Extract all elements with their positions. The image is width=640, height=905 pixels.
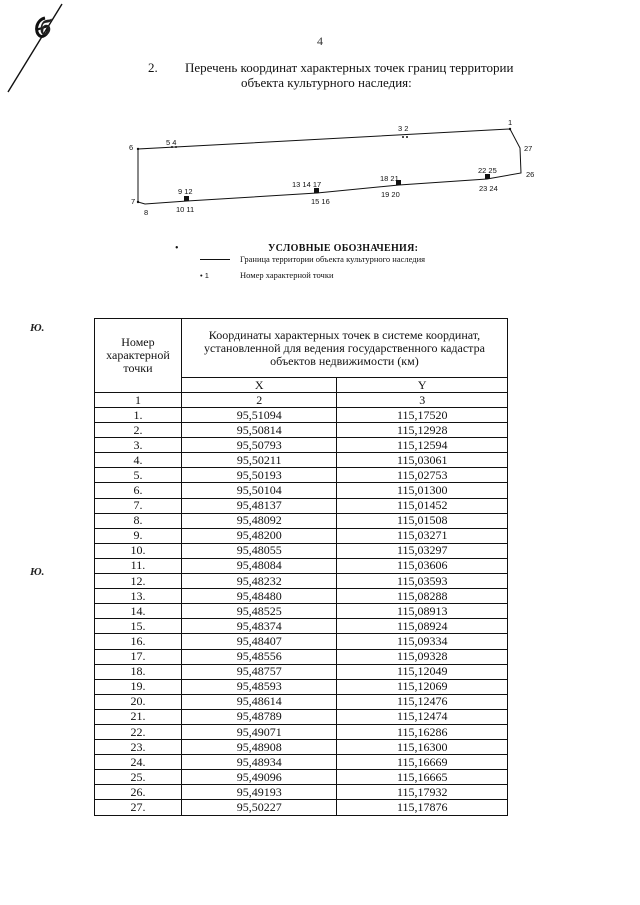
section-number: 2. xyxy=(148,60,158,75)
y-coordinate-cell: 115,12474 xyxy=(337,709,508,724)
y-coordinate-cell: 115,03061 xyxy=(337,453,508,468)
column-number: 3 xyxy=(337,393,508,408)
point-label-8: 8 xyxy=(144,208,149,217)
table-row xyxy=(95,589,508,604)
point-label-22-25: 22 25 xyxy=(478,166,497,175)
table-row xyxy=(95,453,508,468)
table-row xyxy=(95,574,508,589)
legend-title: УСЛОВНЫЕ ОБОЗНАЧЕНИЯ: xyxy=(268,243,419,254)
legend-boundary-item xyxy=(200,254,425,264)
y-coordinate-cell: 115,03271 xyxy=(337,528,508,543)
point-number-cell: 24. xyxy=(95,755,182,770)
y-coordinate-cell: 115,02753 xyxy=(337,468,508,483)
y-coordinate-cell: 115,08913 xyxy=(337,604,508,619)
page-number: 4 xyxy=(317,34,323,48)
table-row xyxy=(95,755,508,770)
x-coordinate-cell: 95,50211 xyxy=(181,453,337,468)
y-coordinate-cell: 115,16665 xyxy=(337,770,508,785)
column-numbers-row xyxy=(95,393,508,408)
point-number-cell: 17. xyxy=(95,649,182,664)
x-coordinate-cell: 95,48934 xyxy=(181,755,337,770)
x-header: X xyxy=(181,378,337,393)
x-coordinate-cell: 95,48757 xyxy=(181,664,337,679)
table-row xyxy=(95,679,508,694)
table-row xyxy=(95,498,508,513)
y-coordinate-cell: 115,12928 xyxy=(337,423,508,438)
point-label-7: 7 xyxy=(131,197,136,206)
point-number-cell: 27. xyxy=(95,800,182,815)
point-label-10-11: 10 11 xyxy=(176,205,195,214)
table-row xyxy=(95,649,508,664)
x-coordinate-cell: 95,48137 xyxy=(181,498,337,513)
table-row xyxy=(95,604,508,619)
point-number-cell: 26. xyxy=(95,785,182,800)
x-coordinate-cell: 95,48407 xyxy=(181,634,337,649)
margin-initials-2: Ю. xyxy=(30,566,45,578)
table-row xyxy=(95,634,508,649)
y-coordinate-cell: 115,17932 xyxy=(337,785,508,800)
point-number-cell: 23. xyxy=(95,740,182,755)
y-coordinate-cell: 115,09334 xyxy=(337,634,508,649)
table-row xyxy=(95,483,508,498)
heading-line-2: объекта культурного наследия: xyxy=(241,75,412,90)
x-coordinate-cell: 95,48055 xyxy=(181,543,337,558)
table-row xyxy=(95,619,508,634)
point-label-26: 26 xyxy=(526,170,535,179)
x-coordinate-cell: 95,50193 xyxy=(181,468,337,483)
x-coordinate-cell: 95,48908 xyxy=(181,740,337,755)
x-coordinate-cell: 95,48789 xyxy=(181,709,337,724)
table-row xyxy=(95,709,508,724)
point-number-cell: 11. xyxy=(95,558,182,573)
boundary-plan xyxy=(0,110,640,230)
x-coordinate-cell: 95,48556 xyxy=(181,649,337,664)
x-coordinate-cell: 95,49071 xyxy=(181,724,337,739)
legend-point-item xyxy=(200,270,334,280)
signature-initial: б xyxy=(40,15,51,40)
point-label-18-21: 18 21 xyxy=(380,174,399,183)
point-number-cell: 4. xyxy=(95,453,182,468)
point-number-cell: 20. xyxy=(95,694,182,709)
y-coordinate-cell: 115,12049 xyxy=(337,664,508,679)
table-row xyxy=(95,513,508,528)
y-coordinate-cell: 115,08924 xyxy=(337,619,508,634)
x-coordinate-cell: 95,48084 xyxy=(181,558,337,573)
point-label-5-4: 5 4 xyxy=(166,138,177,147)
coordinates-header: Координаты характерных точек в системе координат, установленной для ведения государственного кадастра объектов недвижимости (км) xyxy=(181,319,507,378)
point-label-15-16: 15 16 xyxy=(311,197,330,206)
point-number-cell: 15. xyxy=(95,619,182,634)
y-coordinate-cell: 115,12069 xyxy=(337,679,508,694)
point-number-cell: 1. xyxy=(95,408,182,423)
table-row xyxy=(95,800,508,815)
point-number-cell: 10. xyxy=(95,543,182,558)
x-coordinate-cell: 95,49193 xyxy=(181,785,337,800)
y-coordinate-cell: 115,16300 xyxy=(337,740,508,755)
y-coordinate-cell: 115,17520 xyxy=(337,408,508,423)
column-number: 2 xyxy=(181,393,337,408)
heading-line-1: Перечень координат характерных точек границ территории xyxy=(185,60,514,75)
y-coordinate-cell: 115,01508 xyxy=(337,513,508,528)
x-coordinate-cell: 95,48480 xyxy=(181,589,337,604)
x-coordinate-cell: 95,48200 xyxy=(181,528,337,543)
point-number-cell: 12. xyxy=(95,574,182,589)
legend-point-label: Номер характерной точки xyxy=(240,270,334,280)
x-coordinate-cell: 95,48092 xyxy=(181,513,337,528)
point-number-cell: 19. xyxy=(95,679,182,694)
point-number-cell: 2. xyxy=(95,423,182,438)
table-row xyxy=(95,543,508,558)
point-number-cell: 8. xyxy=(95,513,182,528)
x-coordinate-cell: 95,51094 xyxy=(181,408,337,423)
point-number-header: Номер характерной точки xyxy=(95,319,182,393)
table-row xyxy=(95,558,508,573)
y-coordinate-cell: 115,03606 xyxy=(337,558,508,573)
point-number-cell: 16. xyxy=(95,634,182,649)
point-number-cell: 25. xyxy=(95,770,182,785)
point-label-13-14-17: 13 14 17 xyxy=(292,180,322,189)
point-number-cell: 14. xyxy=(95,604,182,619)
x-coordinate-cell: 95,48593 xyxy=(181,679,337,694)
table-row xyxy=(95,724,508,739)
table-row xyxy=(95,438,508,453)
point-label-3-2: 3 2 xyxy=(398,124,409,133)
y-coordinate-cell: 115,09328 xyxy=(337,649,508,664)
x-coordinate-cell: 95,48525 xyxy=(181,604,337,619)
y-coordinate-cell: 115,08288 xyxy=(337,589,508,604)
x-coordinate-cell: 95,50227 xyxy=(181,800,337,815)
point-number-cell: 7. xyxy=(95,498,182,513)
y-coordinate-cell: 115,03593 xyxy=(337,574,508,589)
point-label-23-24: 23 24 xyxy=(479,184,498,193)
margin-initials-1: Ю. xyxy=(30,322,45,334)
y-coordinate-cell: 115,16669 xyxy=(337,755,508,770)
table-row xyxy=(95,468,508,483)
legend-boundary-label: Граница территории объекта культурного наследия xyxy=(240,254,426,264)
x-coordinate-cell: 95,48614 xyxy=(181,694,337,709)
x-coordinate-cell: 95,48232 xyxy=(181,574,337,589)
table-row xyxy=(95,770,508,785)
point-number-cell: 6. xyxy=(95,483,182,498)
x-coordinate-cell: 95,50814 xyxy=(181,423,337,438)
table-row xyxy=(95,528,508,543)
x-coordinate-cell: 95,49096 xyxy=(181,770,337,785)
point-label-27: 27 xyxy=(524,144,533,153)
territory-boundary xyxy=(138,129,521,204)
x-coordinate-cell: 95,48374 xyxy=(181,619,337,634)
y-header: Y xyxy=(337,378,508,393)
table-row xyxy=(95,408,508,423)
point-number-cell: 5. xyxy=(95,468,182,483)
point-label-9-12: 9 12 xyxy=(178,187,193,196)
column-number: 1 xyxy=(95,393,182,408)
point-symbol: • 1 xyxy=(200,270,209,280)
coordinates-table xyxy=(94,318,508,816)
boundary-line-symbol xyxy=(200,259,230,260)
table-row xyxy=(95,664,508,679)
y-coordinate-cell: 115,03297 xyxy=(337,543,508,558)
y-coordinate-cell: 115,12594 xyxy=(337,438,508,453)
table-row xyxy=(95,785,508,800)
point-label-19-20: 19 20 xyxy=(381,190,400,199)
point-number-cell: 3. xyxy=(95,438,182,453)
point-number-cell: 13. xyxy=(95,589,182,604)
y-coordinate-cell: 115,01452 xyxy=(337,498,508,513)
x-coordinate-cell: 95,50793 xyxy=(181,438,337,453)
table-row xyxy=(95,694,508,709)
point-number-cell: 21. xyxy=(95,709,182,724)
point-number-cell: 9. xyxy=(95,528,182,543)
x-coordinate-cell: 95,50104 xyxy=(181,483,337,498)
point-label-1: 1 xyxy=(508,118,513,127)
y-coordinate-cell: 115,12476 xyxy=(337,694,508,709)
legend-bullet: • xyxy=(175,243,179,254)
y-coordinate-cell: 115,16286 xyxy=(337,724,508,739)
point-label-6: 6 xyxy=(129,143,134,152)
table-row xyxy=(95,740,508,755)
y-coordinate-cell: 115,01300 xyxy=(337,483,508,498)
section-heading xyxy=(185,60,535,90)
table-row xyxy=(95,423,508,438)
point-number-cell: 22. xyxy=(95,724,182,739)
point-number-cell: 18. xyxy=(95,664,182,679)
y-coordinate-cell: 115,17876 xyxy=(337,800,508,815)
